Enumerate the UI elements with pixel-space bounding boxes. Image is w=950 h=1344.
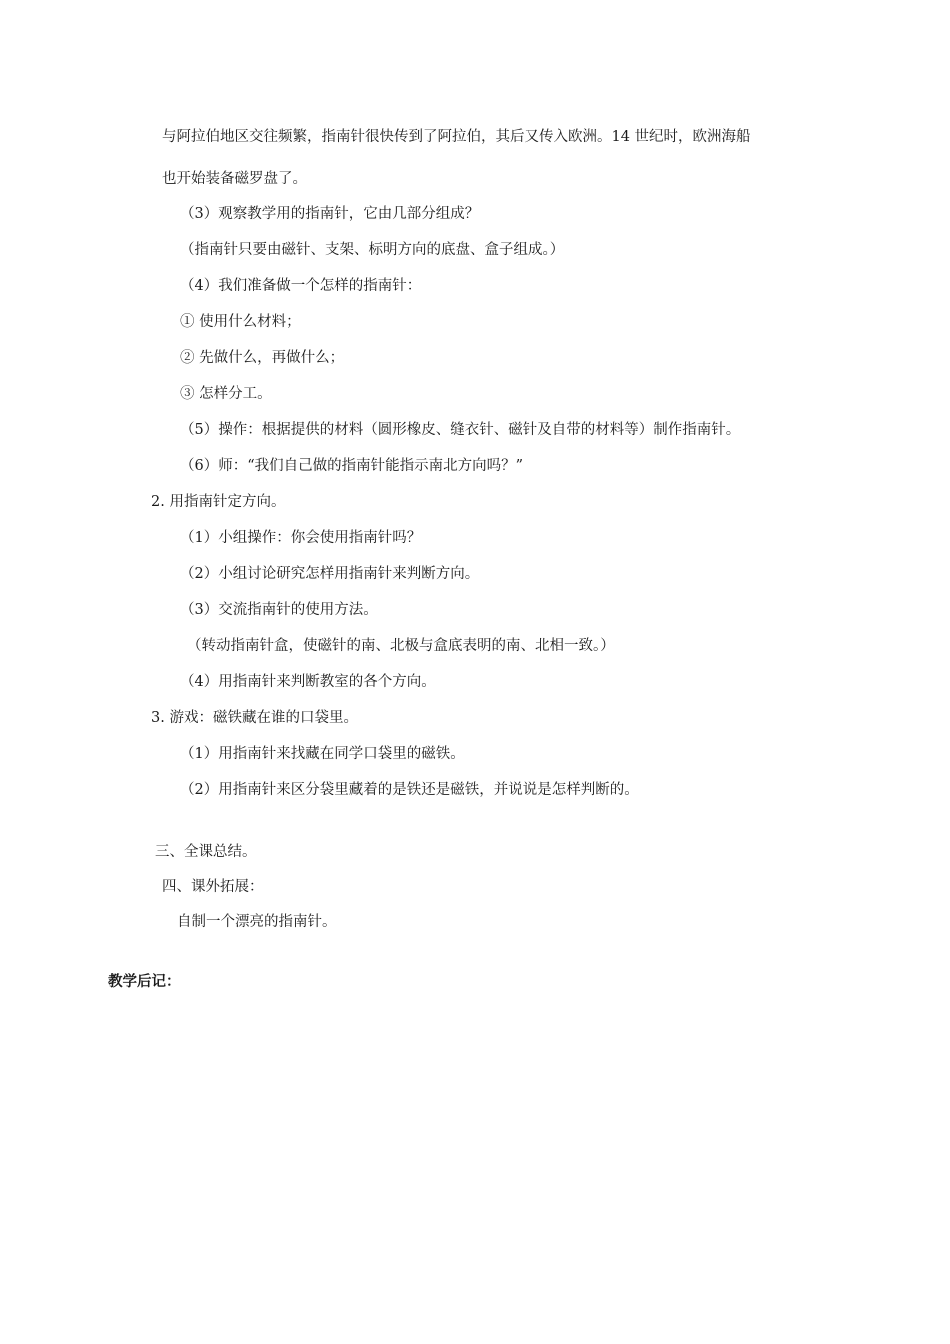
step-4-heading: （4）我们准备做一个怎样的指南针： — [180, 278, 422, 294]
section-3-item-1: （1）用指南针来找藏在同学口袋里的磁铁。 — [180, 746, 465, 762]
part-4-extension: 四、课外拓展： — [162, 879, 264, 895]
section-2-heading: 2. 用指南针定方向。 — [151, 494, 286, 510]
section-2-item-4: （4）用指南针来判断教室的各个方向。 — [180, 674, 436, 690]
step-4-item-2: ② 先做什么，再做什么； — [180, 350, 345, 366]
section-2-item-3: （3）交流指南针的使用方法。 — [180, 602, 378, 618]
step-4-item-3: ③ 怎样分工。 — [180, 386, 272, 402]
step-3-answer: （指南针只要由磁针、支架、标明方向的底盘、盒子组成。） — [180, 242, 565, 258]
section-2-note: （转动指南针盒，使磁针的南、北极与盒底表明的南、北相一致。） — [187, 638, 615, 654]
section-3-heading: 3. 游戏：磁铁藏在谁的口袋里。 — [151, 710, 358, 726]
afterword-label: 教学后记： — [108, 974, 181, 990]
section-3-item-2: （2）用指南针来区分袋里藏着的是铁还是磁铁，并说说是怎样判断的。 — [180, 782, 639, 798]
part-4-task: 自制一个漂亮的指南针。 — [177, 914, 337, 930]
paragraph-line: 与阿拉伯地区交往频繁，指南针很快传到了阿拉伯，其后又传入欧洲。14 世纪时，欧洲海船 — [162, 129, 751, 145]
section-2-item-1: （1）小组操作：你会使用指南针吗？ — [180, 530, 422, 546]
step-3-question: （3）观察教学用的指南针，它由几部分组成？ — [180, 206, 480, 222]
step-6-teacher: （6）师：“我们自己做的指南针能指示南北方向吗？” — [180, 458, 524, 474]
paragraph-line: 也开始装备磁罗盘了。 — [162, 171, 307, 187]
step-5-operation: （5）操作：根据提供的材料（圆形橡皮、缝衣针、磁针及自带的材料等）制作指南针。 — [180, 422, 741, 438]
section-2-item-2: （2）小组讨论研究怎样用指南针来判断方向。 — [180, 566, 480, 582]
part-3-summary: 三、全课总结。 — [155, 844, 257, 860]
step-4-item-1: ① 使用什么材料； — [180, 314, 301, 330]
